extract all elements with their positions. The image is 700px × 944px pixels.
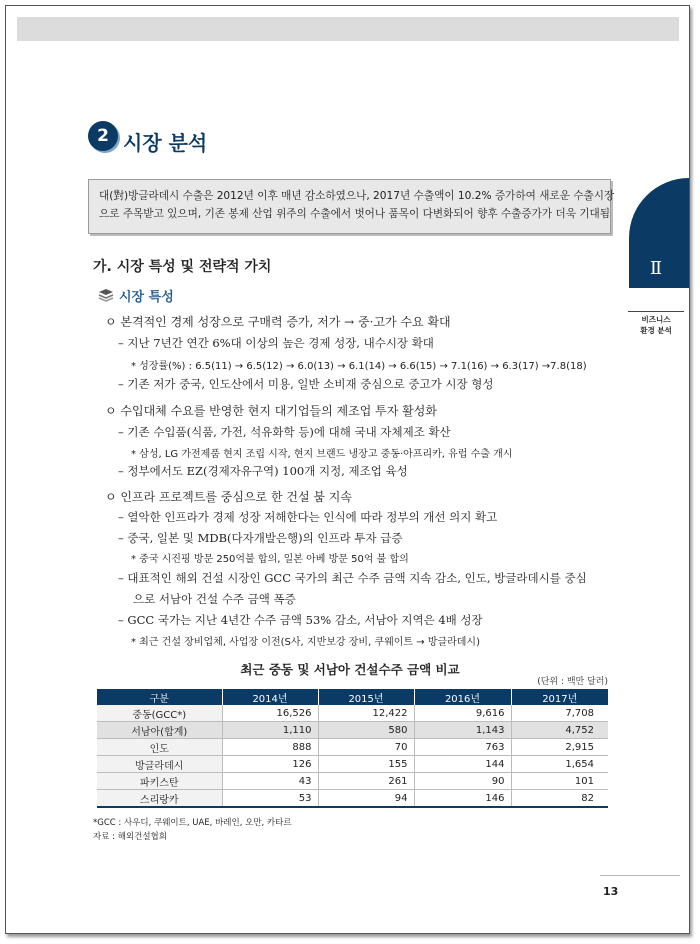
bullet-line: ㅇ 인프라 프로젝트를 중심으로 한 건설 붐 지속 — [105, 490, 352, 504]
dash-line: – 지난 7년간 연간 6%대 이상의 높은 경제 성장, 내수시장 확대 — [118, 336, 434, 350]
column-header: 2015년 — [318, 689, 414, 705]
row-label: 중동(GCC*) — [97, 705, 222, 722]
topic-title: 시장 특성 — [119, 290, 174, 305]
note-line: * 중국 시진핑 방문 250억불 합의, 일본 아베 방문 50억 불 합의 — [131, 554, 409, 565]
section-number-badge: 2 — [88, 121, 118, 151]
table-cell: 12,422 — [318, 705, 414, 722]
table-cell: 16,526 — [222, 705, 318, 722]
dash-line: – 기존 저가 중국, 인도산에서 미용, 일반 소비재 중심으로 중고가 시장 형성 — [118, 377, 494, 391]
dash-line: – GCC 국가는 지난 4년간 수주 금액 53% 감소, 서남아 지역은 4배 성장 — [118, 613, 483, 627]
section-title: 시장 분석 — [123, 131, 208, 155]
row-label: 서남아(합계) — [97, 722, 222, 739]
table-cell: 763 — [414, 739, 511, 756]
note-line: * 성장률(%) : 6.5(11) → 6.5(12) → 6.0(13) → 6.1(14) → 6.6(15) → 7.1(16) → 6.3(17) →7.8(18) — [131, 361, 587, 372]
table-header-row — [97, 689, 608, 705]
table-cell: 144 — [414, 756, 511, 773]
table-cell: 155 — [318, 756, 414, 773]
topic-heading — [98, 286, 174, 305]
table-cell: 2,915 — [511, 739, 608, 756]
row-label: 방글라데시 — [97, 756, 222, 773]
table-cell: 261 — [318, 773, 414, 790]
column-header: 구분 — [97, 689, 222, 705]
table-cell: 4,752 — [511, 722, 608, 739]
summary-line: 으로 주목받고 있으며, 기존 봉제 산업 위주의 수출에서 벗어나 품목이 다변화되어 향후 수출증가가 더욱 기대됨 — [99, 208, 611, 220]
row-label: 스리랑카 — [97, 790, 222, 808]
dash-line: – 기존 수입품(식품, 가전, 석유화학 등)에 대해 국내 자체제조 확산 — [118, 425, 451, 439]
construction-orders-table — [97, 689, 608, 808]
table-row — [97, 739, 608, 756]
bullet-line: ㅇ 수입대체 수요를 반영한 현지 대기업들의 제조업 투자 활성화 — [105, 404, 437, 418]
table-title: 최근 중동 및 서남아 건설수주 금액 비교 — [240, 662, 460, 677]
table-cell: 43 — [222, 773, 318, 790]
column-header: 2016년 — [414, 689, 511, 705]
dash-line: – 대표적인 해외 건설 시장인 GCC 국가의 최근 수주 금액 지속 감소, 인도, 방글라데시를 중심 — [118, 571, 587, 585]
table-cell: 7,708 — [511, 705, 608, 722]
column-header: 2014년 — [222, 689, 318, 705]
table-cell: 9,616 — [414, 705, 511, 722]
table-cell: 1,143 — [414, 722, 511, 739]
dash-line: – 열악한 인프라가 경제 성장 저해한다는 인식에 따라 정부의 개선 의지 확고 — [118, 510, 498, 524]
table-cell: 53 — [222, 790, 318, 808]
chapter-numeral: Ⅱ — [649, 258, 663, 279]
footer-rule — [600, 875, 680, 876]
column-header: 2017년 — [511, 689, 608, 705]
summary-box — [88, 179, 615, 234]
table-cell: 70 — [318, 739, 414, 756]
table-cell: 888 — [222, 739, 318, 756]
table-cell: 101 — [511, 773, 608, 790]
dash-line-continued: 으로 서남아 건설 수주 금액 폭증 — [133, 592, 296, 606]
chapter-label — [628, 311, 684, 336]
table-cell: 1,654 — [511, 756, 608, 773]
table-cell: 94 — [318, 790, 414, 808]
table-row — [97, 722, 608, 739]
dash-line: – 중국, 일본 및 MDB(다자개발은행)의 인프라 투자 급증 — [118, 531, 403, 545]
bullet-line: ㅇ 본격적인 경제 성장으로 구매력 증가, 저가 → 중·고가 수요 확대 — [105, 315, 451, 329]
table-unit: (단위 : 백만 달러) — [537, 677, 608, 687]
note-line: * 최근 건설 장비업체, 사업장 이전(S사, 지반보강 장비, 쿠웨이트 → 방글라데시) — [131, 637, 480, 648]
table-cell: 90 — [414, 773, 511, 790]
summary-line: 대(對)방글라데시 수출은 2012년 이후 매년 감소하였으나, 2017년 수출액이 10.2% 증가하여 새로운 수출시장 — [99, 190, 615, 202]
books-icon — [98, 289, 114, 303]
row-label: 인도 — [97, 739, 222, 756]
table-source: 자료 : 해외건설협회 — [93, 832, 167, 842]
header-bar — [17, 17, 679, 41]
row-label: 파키스탄 — [97, 773, 222, 790]
table-row — [97, 756, 608, 773]
dash-line: – 정부에서도 EZ(경제자유구역) 100개 지정, 제조업 육성 — [118, 464, 408, 478]
page-number: 13 — [603, 885, 619, 898]
table-row — [97, 705, 608, 722]
table-cell: 146 — [414, 790, 511, 808]
table-cell: 126 — [222, 756, 318, 773]
chapter-label-line: 환경 분석 — [640, 326, 672, 335]
note-line: * 삼성, LG 가전제품 현지 조립 시작, 현지 브랜드 냉장고 중동·아프리카, 유럽 수출 개시 — [131, 449, 513, 460]
sub-heading: 가. 시장 특성 및 전략적 가치 — [93, 259, 272, 275]
table-row — [97, 790, 608, 808]
table-footnote: *GCC : 사우디, 쿠웨이트, UAE, 바레인, 오만, 카타르 — [93, 818, 292, 828]
table-row — [97, 773, 608, 790]
chapter-label-line: 비즈니스 — [641, 315, 671, 324]
table-cell: 580 — [318, 722, 414, 739]
table-cell: 1,110 — [222, 722, 318, 739]
table-cell: 82 — [511, 790, 608, 808]
